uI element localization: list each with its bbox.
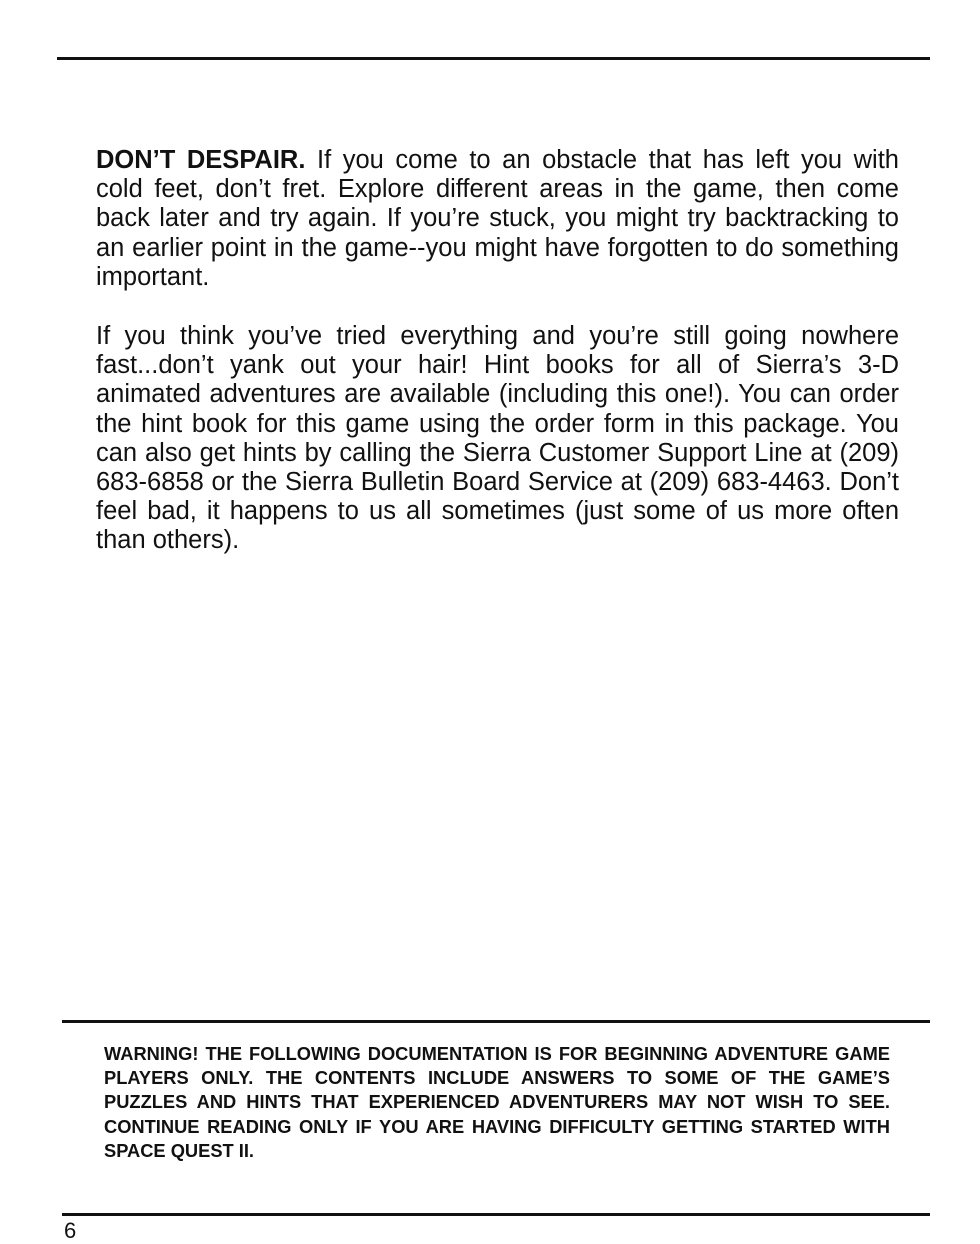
page-number: 6 [64, 1218, 77, 1243]
warning-notice: WARNING! THE FOLLOWING DOCUMENTATION IS FOR BEGINNING ADVENTURE GAME PLAYERS ONLY. THE CONTENTS INCLUDE ANSWERS TO SOME OF THE GAME’S PUZZLES AND HINTS THAT EXPERIENCED ADVENTURERS MAY NOT WISH TO SEE. CONTINUE READING ONLY IF YOU ARE HAVING DIFFICULTY GETTING STARTED WITH SPACE QUEST II. [104, 1043, 890, 1161]
dont-despair-paragraph [96, 146, 899, 292]
dont-despair-body: If you come to an obstacle that has left you with cold feet, don’t fret. Explore different areas in the game, then come back later and try again. If you’re stuck, you might try backtracking to an earlier point in the game--you might have forgotten to do something important. [96, 146, 899, 291]
dont-despair-heading: DON’T DESPAIR. [96, 146, 306, 174]
bottom-rule [62, 1213, 930, 1216]
warning-rule [62, 1020, 930, 1023]
hint-books-paragraph: If you think you’ve tried everything and you’re still going nowhere fast...don’t yank out your hair! Hint books for all of Sierra’s 3-D animated adventures are available (including this one!). You can order the hint book for this game using the order form in this package. You can also get hints by calling the Sierra Customer Support Line at (209) 683-6858 or the Sierra Bulletin Board Service at (209) 683-4463. Don’t feel bad, it happens to us all sometimes (just some of us more often than others). [96, 322, 899, 555]
top-rule [57, 57, 930, 60]
